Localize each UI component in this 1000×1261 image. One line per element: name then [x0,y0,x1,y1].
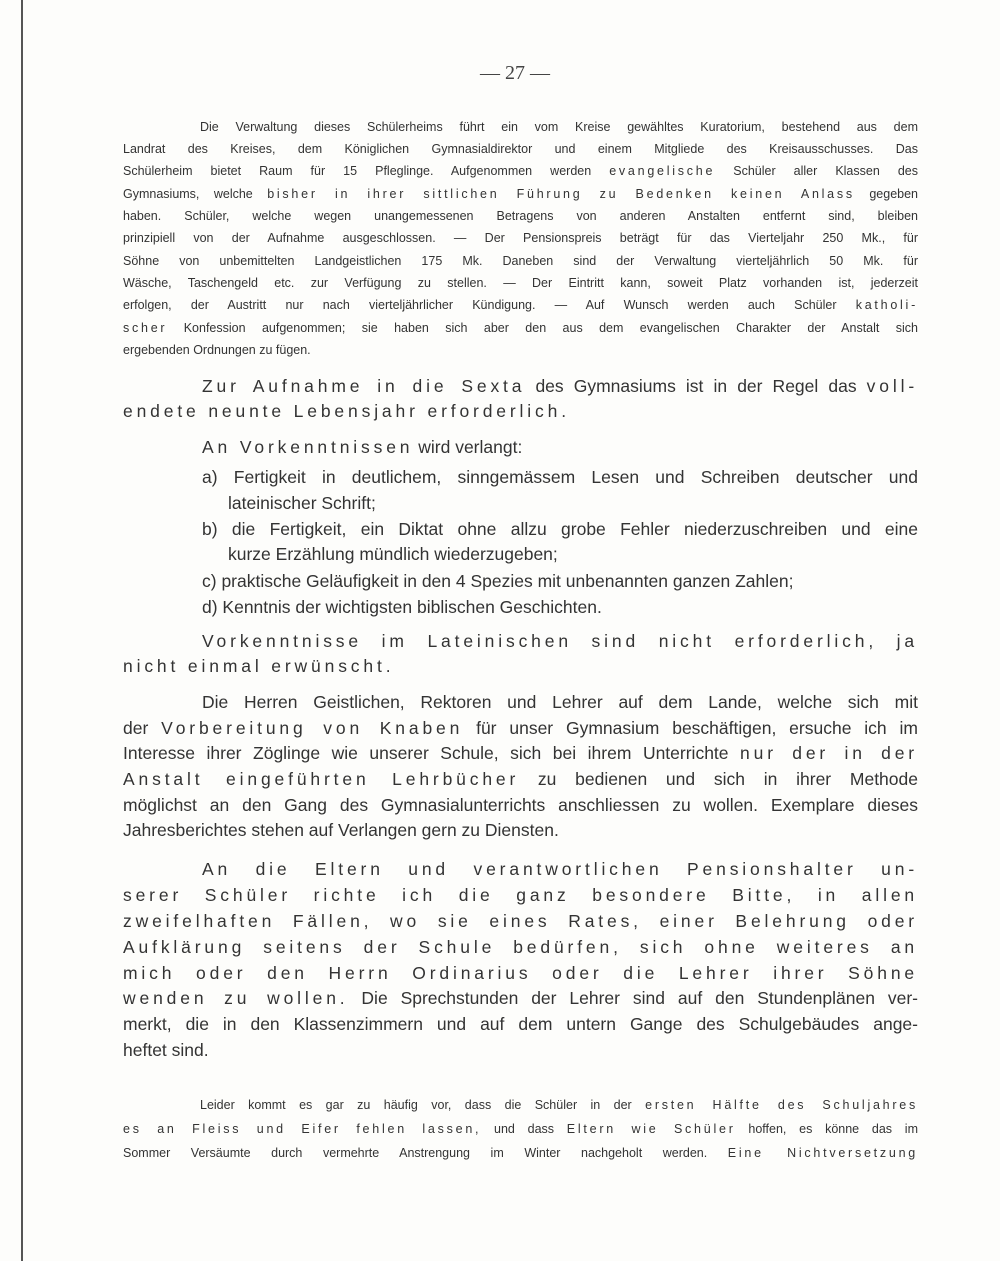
emphasized-spaced-text: mich oder den Herrn Ordinarius oder die Lehrer ihrer Söhne [123,963,918,983]
emphasized-spaced-text: Vorkenntnisse im Lateinischen sind nicht erforderlich, ja [202,631,918,651]
emphasized-spaced-text: Eine Nichtversetzung [727,1146,918,1160]
text-line [202,466,918,488]
text-run: hoffen, es könne das im [735,1122,918,1136]
text-run: und dass [481,1122,567,1136]
text-line [202,858,918,880]
text-line [123,1121,918,1137]
text-line [123,141,918,157]
emphasized-spaced-text: nur der in der [740,743,918,763]
text-run: Die Sprechstunden der Lehrer sind auf den Stundenplänen ver- [348,988,918,1008]
emphasized-spaced-text: An Vorkenntnissen [202,437,414,457]
text-line [123,253,918,269]
text-run: Schüler aller Klassen des [715,164,918,178]
emphasized-spaced-text: scher [123,321,168,335]
text-line [123,1145,918,1161]
text-line [123,297,918,313]
text-run: Sommer Versäumte durch vermehrte Anstrengung im Winter nachgeholt werden. [123,1146,728,1160]
text-run: lateinischer Schrift; [228,493,376,513]
text-run: Schülerheim bietet Raum für 15 Pfleglinge. Aufgenommen werden [123,164,610,178]
text-run: Jahresberichtes stehen auf Verlangen gern zu Diensten. [123,820,559,840]
text-run: Landrat des Kreises, dem Königlichen Gymnasialdirektor und einem Mitgliede des Kreisausschusses. Das [123,142,918,156]
text-run: merkt, die in den Klassenzimmern und auf dem untern Gange des Schulgebäudes ange- [123,1014,918,1034]
text-line [123,230,918,246]
emphasized-spaced-text: zweifelhaften Fällen, wo sie eines Rates, einer Belehrung oder [123,911,918,931]
emphasized-spaced-text: endete neunte Lebensjahr erforderlich. [123,401,570,421]
emphasized-spaced-text: voll- [866,376,919,396]
page-binding-edge [21,0,23,1261]
text-line [200,119,918,135]
emphasized-spaced-text: evangelische [609,164,716,178]
text-run: kurze Erzählung mündlich wiederzugeben; [228,544,558,564]
text-line [123,819,918,841]
emphasized-spaced-text: Vorbereitung von Knaben [161,718,464,738]
emphasized-spaced-text: Eltern wie Schüler [566,1122,736,1136]
text-line [123,275,918,291]
emphasized-spaced-text: wenden zu wollen. [123,988,349,1008]
text-run: möglichst an den Gang des Gymnasialunterrichts anschliessen zu wollen. Exemplare dieses [123,795,918,815]
text-line [202,630,918,652]
text-line [123,1039,918,1061]
text-run: des Gymnasiums ist in der Regel das [525,376,867,396]
text-run: ergebenden Ordnungen zu fügen. [123,343,311,357]
text-line [202,436,918,458]
text-run: Leider kommt es gar zu häufig vor, dass die Schüler in der [200,1098,646,1112]
text-run: haben. Schüler, welche wegen unangemessenen Betragens von anderen Anstalten entfernt sind, bleiben [123,209,918,223]
text-line [123,163,918,179]
text-run: zu bedienen und sich in ihrer Methode [519,769,918,789]
text-line [202,518,918,540]
text-run: Die Herren Geistlichen, Rektoren und Lehrer auf dem Lande, welche sich mit [202,692,918,712]
text-line [123,186,918,202]
text-line [123,768,918,790]
text-line [123,794,918,816]
emphasized-spaced-text: bisher in ihrer sittlichen Führung zu Bedenken keinen Anlass [267,187,855,201]
text-run: Konfession aufgenommen; sie haben sich aber den aus dem evangelischen Charakter der Anstalt sich [167,321,918,335]
text-line [123,655,918,677]
text-run: der [123,718,162,738]
text-run: c) praktische Geläufigkeit in den 4 Spezies mit unbenannten ganzen Zahlen; [202,571,794,591]
text-line [123,884,918,906]
emphasized-spaced-text: serer Schüler richte ich die ganz besondere Bitte, in allen [123,885,918,905]
text-line [202,570,918,592]
emphasized-spaced-text: Zur Aufnahme in die Sexta [202,376,526,396]
text-run: d) Kenntnis der wichtigsten biblischen Geschichten. [202,597,602,617]
emphasized-spaced-text: katholi- [855,298,918,312]
text-line [123,208,918,224]
emphasized-spaced-text: es an Fleiss und Eifer fehlen lassen, [123,1122,482,1136]
text-line [123,742,918,764]
emphasized-spaced-text: ersten Hälfte des Schuljahres [645,1098,918,1112]
page-number: — 27 — [480,62,550,84]
text-line [200,1097,918,1113]
text-run: Die Verwaltung dieses Schülerheims führt ein vom Kreise gewähltes Kuratorium, bestehend aus dem [200,120,918,134]
text-line [123,936,918,958]
text-run: Interesse ihrer Zöglinge wie unserer Schule, sich bei ihrem Unterrichte [123,743,741,763]
text-run: heftet sind. [123,1040,209,1060]
text-line [202,375,918,397]
text-run: gegeben [854,187,918,201]
emphasized-spaced-text: An die Eltern und verantwortlichen Pensionshalter un- [202,859,918,879]
text-line [123,717,918,739]
text-run: b) die Fertigkeit, ein Diktat ohne allzu grobe Fehler niederzuschreiben und eine [202,519,918,539]
text-line [123,320,918,336]
text-line [202,691,918,713]
text-run: erfolgen, der Austritt nur nach vierteljährlicher Kündigung. — Auf Wunsch werden auch Schüler [123,298,856,312]
text-run: Söhne von unbemittelten Landgeistlichen 175 Mk. Daneben sind der Verwaltung vierteljährlich 50 Mk. für [123,254,918,268]
text-run: für unser Gymnasium beschäftigen, ersuche ich im [463,718,918,738]
emphasized-spaced-text: Aufklärung seitens der Schule bedürfen, sich ohne weiteres an [123,937,918,957]
text-line [123,1013,918,1035]
text-line [123,910,918,932]
text-run: Wäsche, Taschengeld etc. zur Verfügung zu stellen. — Der Eintritt kann, soweit Platz vorhanden ist, jederzeit [123,276,918,290]
text-run: Gymnasiums, welche [123,187,268,201]
text-line [228,543,918,565]
text-line [123,342,918,358]
emphasized-spaced-text: Anstalt eingeführten Lehrbücher [123,769,520,789]
text-line [228,492,918,514]
emphasized-spaced-text: nicht einmal erwünscht. [123,656,395,676]
text-line [123,400,918,422]
text-run: a) Fertigkeit in deutlichem, sinngemässem Lesen und Schreiben deutscher und [202,467,918,487]
text-run: wird verlangt: [413,437,523,457]
text-run: prinzipiell von der Aufnahme ausgeschlossen. — Der Pensionspreis beträgt für das Vierteljahr 250 Mk., für [123,231,918,245]
text-line [123,962,918,984]
text-line [202,596,918,618]
text-line [123,987,918,1009]
